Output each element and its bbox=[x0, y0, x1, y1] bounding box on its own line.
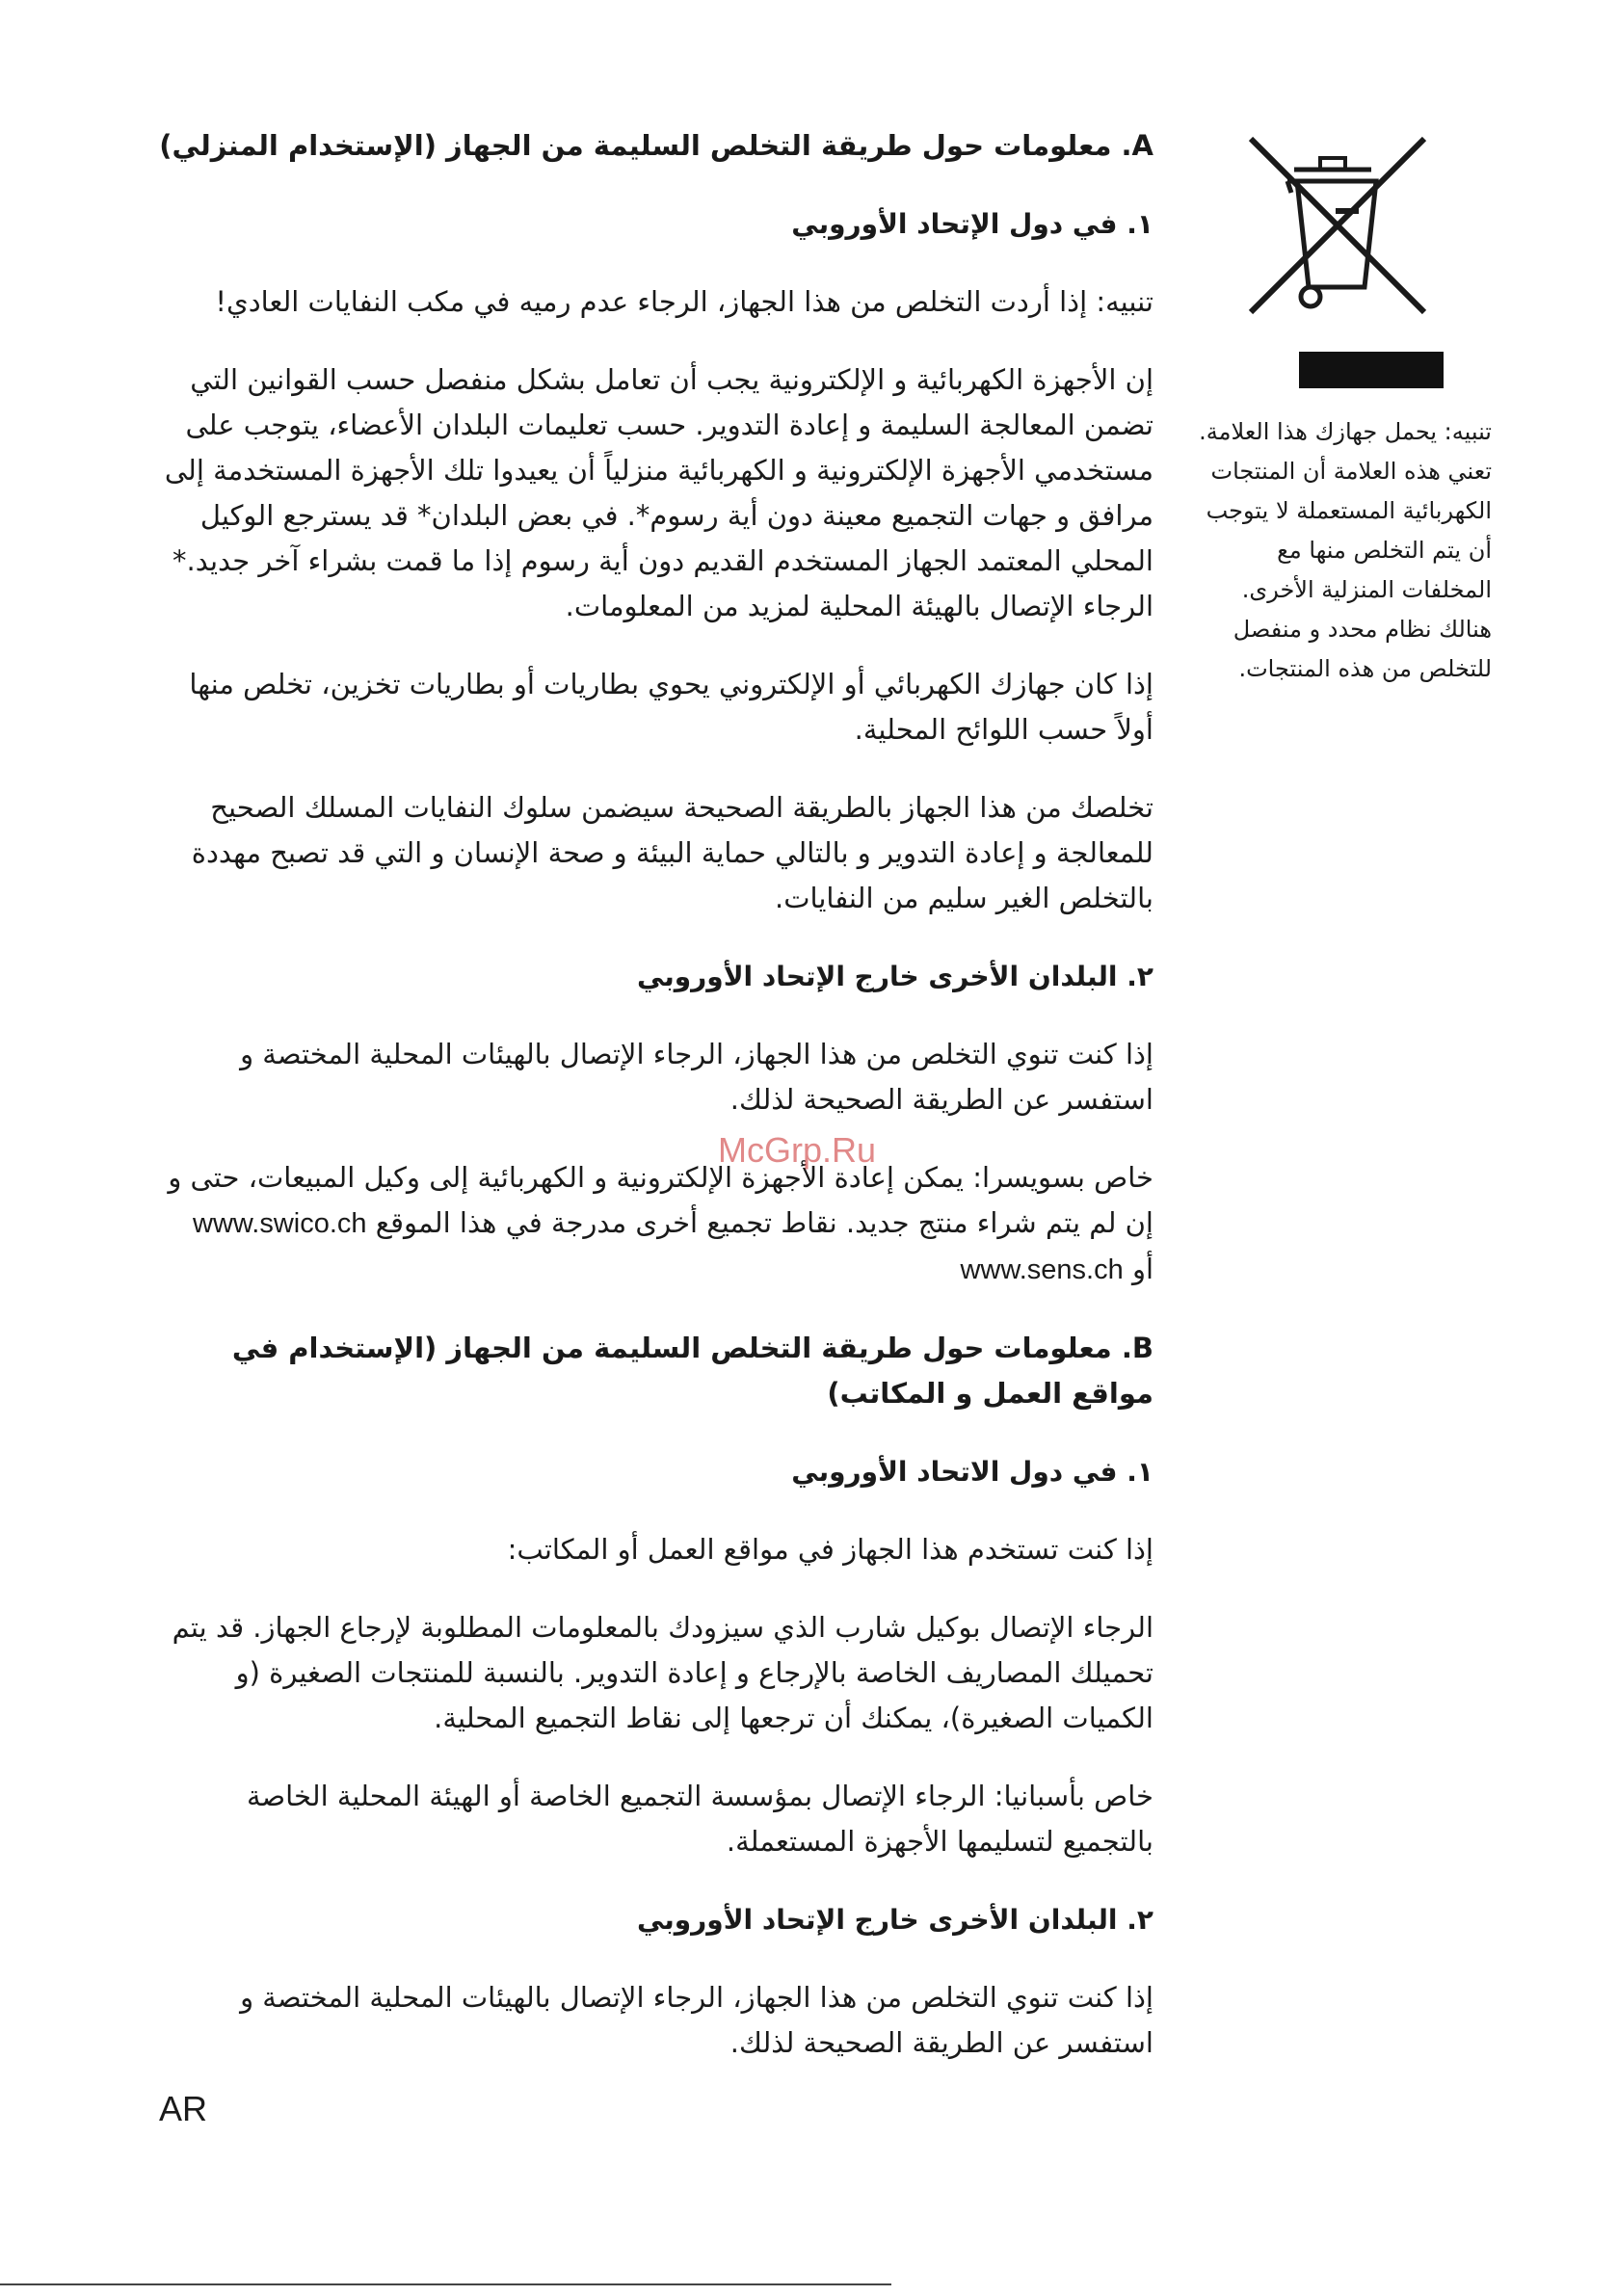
section-b-heading: B. معلومات حول طريقة التخلص السليمة من الجهاز (الإستخدام في مواقع العمل و المكاتب) bbox=[231, 1332, 1153, 1410]
section-b-paragraph-non-eu: إذا كنت تنوي التخلص من هذا الجهاز، الرجاء الإتصال بالهيئات المحلية المختصة و استفسر عن الطريقة الصحيحة لذلك. bbox=[240, 1981, 1153, 2059]
side-attention-note: تنبيه: يحمل جهازك هذا العلامة. تعني هذه العلامة أن المنتجات الكهربائية المستعملة لا يتوجب أن يتم التخلص منها مع المخلفات المنزلية الأخرى. هنالك نظام محدد و منفصل للتخلص من هذه المنتجات. bbox=[1199, 418, 1492, 682]
section-a-eu-heading: ١. في دول الإتحاد الأوروبي bbox=[791, 208, 1153, 240]
section-b-paragraph-dealer: الرجاء الإتصال بوكيل شارب الذي سيزودك بالمعلومات المطلوبة لإرجاع الجهاز. قد يتم تحميلك المصاريف الخاصة بالإرجاع و إعادة التدوير. بالنسبة للمنتجات الصغيرة (و الكميات الصغيرة)، يمكنك أن ترجعها إلى نقاط التجميع المحلية. bbox=[172, 1611, 1153, 1734]
or-text: أو bbox=[1131, 1253, 1153, 1285]
switzerland-text: خاص بسويسرا: يمكن إعادة الأجهزة الإلكترونية و الكهربائية إلى وكيل المبيعات، حتى و إن لم يتم شراء منتج جديد. نقاط تجميع أخرى مدرجة في هذا الموقع bbox=[168, 1161, 1153, 1239]
section-a-paragraph-environment: تخلصك من هذا الجهاز بالطريقة الصحيحة سيضمن سلوك النفايات المسلك الصحيح للمعالجة و إعادة التدوير و بالتالي حماية البيئة و صحة الإنسان و التي قد تصبح مهددة بالتخلص الغير سليم من النفايات. bbox=[191, 791, 1153, 914]
section-a-paragraph-regulations: إن الأجهزة الكهربائية و الإلكترونية يجب أن تعامل بشكل منفصل حسب القوانين التي تضمن المعالجة السليمة و إعادة التدوير. حسب تعليمات البلدان الأعضاء، يتوجب على مستخدمي الأجهزة الإلكترونية و الكهربائية منزلياً أن يعيدوا تلك الأجهزة المستخدمة إلى مرافق و جهات التجميع معينة دون أية رسوم*. في بعض البلدان* قد يسترجع الوكيل المحلي المعتمد الجهاز المستخدم القديم دون أية رسوم إذا ما قمت بشراء آخر جديد.* الرجاء الإتصال بالهيئة المحلية لمزيد من المعلومات. bbox=[164, 363, 1153, 622]
section-a-paragraph-switzerland bbox=[159, 1155, 1153, 1293]
bottom-rule bbox=[0, 2283, 891, 2285]
side-column bbox=[1193, 133, 1501, 682]
section-a-non-eu-heading: ٢. البلدان الأخرى خارج الإتحاد الأوروبي bbox=[636, 961, 1153, 992]
section-a-heading: A. معلومات حول طريقة التخلص السليمة من الجهاز (الإستخدام المنزلي) bbox=[159, 129, 1153, 162]
swico-url-link[interactable]: www.swico.ch bbox=[193, 1208, 367, 1239]
section-b-paragraph-spain: خاص بأسبانيا: الرجاء الإتصال بمؤسسة التجميع الخاصة أو الهيئة المحلية الخاصة بالتجميع لتسليمها الأجهزة المستعملة. bbox=[247, 1780, 1153, 1858]
language-code: AR bbox=[159, 2089, 208, 2128]
weee-black-bar bbox=[1299, 352, 1444, 388]
section-a-paragraph-non-eu: إذا كنت تنوي التخلص من هذا الجهاز، الرجاء الإتصال بالهيئات المحلية المختصة و استفسر عن الطريقة الصحيحة لذلك. bbox=[240, 1038, 1153, 1116]
main-column bbox=[159, 123, 1153, 2098]
weee-symbol bbox=[1193, 133, 1501, 326]
section-a-warning: تنبيه: إذا أردت التخلص من هذا الجهاز، الرجاء عدم رميه في مكب النفايات العادي! bbox=[215, 285, 1153, 318]
watermark: McGrp.Ru bbox=[718, 1130, 877, 1170]
section-a-paragraph-batteries: إذا كان جهازك الكهربائي أو الإلكتروني يحوي بطاريات أو بطاريات تخزين، تخلص منها أولاً حسب اللوائح المحلية. bbox=[189, 668, 1153, 746]
section-b-eu-heading: ١. في دول الاتحاد الأوروبي bbox=[791, 1456, 1153, 1488]
section-b-non-eu-heading: ٢. البلدان الأخرى خارج الإتحاد الأوروبي bbox=[636, 1904, 1153, 1936]
crossed-out-wheelie-bin-icon bbox=[1241, 133, 1434, 326]
section-b-paragraph-business: إذا كنت تستخدم هذا الجهاز في مواقع العمل أو المكاتب: bbox=[507, 1533, 1153, 1566]
sens-url-link[interactable]: www.sens.ch bbox=[960, 1254, 1124, 1285]
